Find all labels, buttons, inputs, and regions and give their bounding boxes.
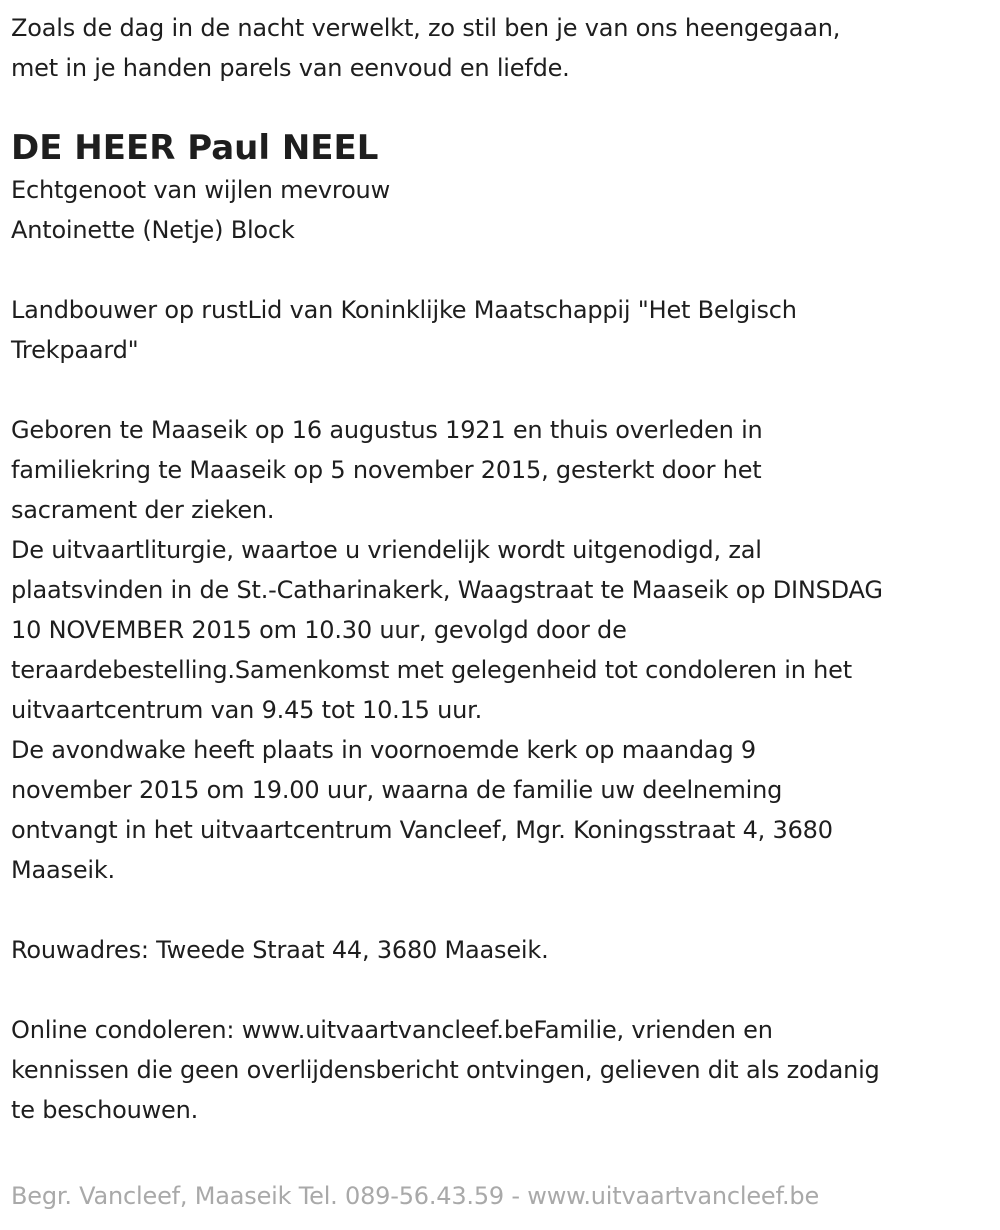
condolence-line: kennissen die geen overlijdensbericht ontvingen, gelieven dit als zodanig xyxy=(11,1056,880,1084)
occupation-info xyxy=(11,290,989,370)
details-line: teraardebestelling.Samenkomst met gelegenheid tot condoleren in het xyxy=(11,656,852,684)
spacer xyxy=(11,970,989,1010)
deceased-name: DE HEER Paul NEEL xyxy=(11,128,379,168)
details-line: sacrament der zieken. xyxy=(11,496,275,524)
address-line: Rouwadres: Tweede Straat 44, 3680 Maaseik. xyxy=(11,936,549,964)
spacer xyxy=(11,370,989,410)
spouse-info xyxy=(11,170,989,250)
funeral-details xyxy=(11,410,989,890)
verse-line: met in je handen parels van eenvoud en liefde. xyxy=(11,54,570,82)
obituary-notice xyxy=(11,8,989,1130)
details-line: november 2015 om 19.00 uur, waarna de familie uw deelneming xyxy=(11,776,783,804)
details-line: 10 NOVEMBER 2015 om 10.30 uur, gevolgd door de xyxy=(11,616,627,644)
details-line: De uitvaartliturgie, waartoe u vriendelijk wordt uitgenodigd, zal xyxy=(11,536,762,564)
spouse-line: Antoinette (Netje) Block xyxy=(11,216,295,244)
opening-verse xyxy=(11,8,989,88)
spouse-line: Echtgenoot van wijlen mevrouw xyxy=(11,176,390,204)
details-line: De avondwake heeft plaats in voornoemde kerk op maandag 9 xyxy=(11,736,756,764)
condolence-line: te beschouwen. xyxy=(11,1096,199,1124)
verse-line: Zoals de dag in de nacht verwelkt, zo stil ben je van ons heengegaan, xyxy=(11,14,841,42)
occupation-line: Trekpaard" xyxy=(11,336,139,364)
details-line: Maaseik. xyxy=(11,856,115,884)
online-condolence xyxy=(11,1010,989,1130)
mourning-address xyxy=(11,930,989,970)
details-line: plaatsvinden in de St.-Catharinakerk, Waagstraat te Maaseik op DINSDAG xyxy=(11,576,883,604)
occupation-line: Landbouwer op rustLid van Koninklijke Maatschappij "Het Belgisch xyxy=(11,296,797,324)
details-line: uitvaartcentrum van 9.45 tot 10.15 uur. xyxy=(11,696,483,724)
spacer xyxy=(11,890,989,930)
funeral-home-footer: Begr. Vancleef, Maaseik Tel. 089-56.43.59 - www.uitvaartvancleef.be xyxy=(11,1182,820,1210)
details-line: Geboren te Maaseik op 16 augustus 1921 en thuis overleden in xyxy=(11,416,763,444)
condolence-line: Online condoleren: www.uitvaartvancleef.beFamilie, vrienden en xyxy=(11,1016,773,1044)
spacer xyxy=(11,250,989,290)
details-line: familiekring te Maaseik op 5 november 2015, gesterkt door het xyxy=(11,456,762,484)
details-line: ontvangt in het uitvaartcentrum Vancleef, Mgr. Koningsstraat 4, 3680 xyxy=(11,816,833,844)
